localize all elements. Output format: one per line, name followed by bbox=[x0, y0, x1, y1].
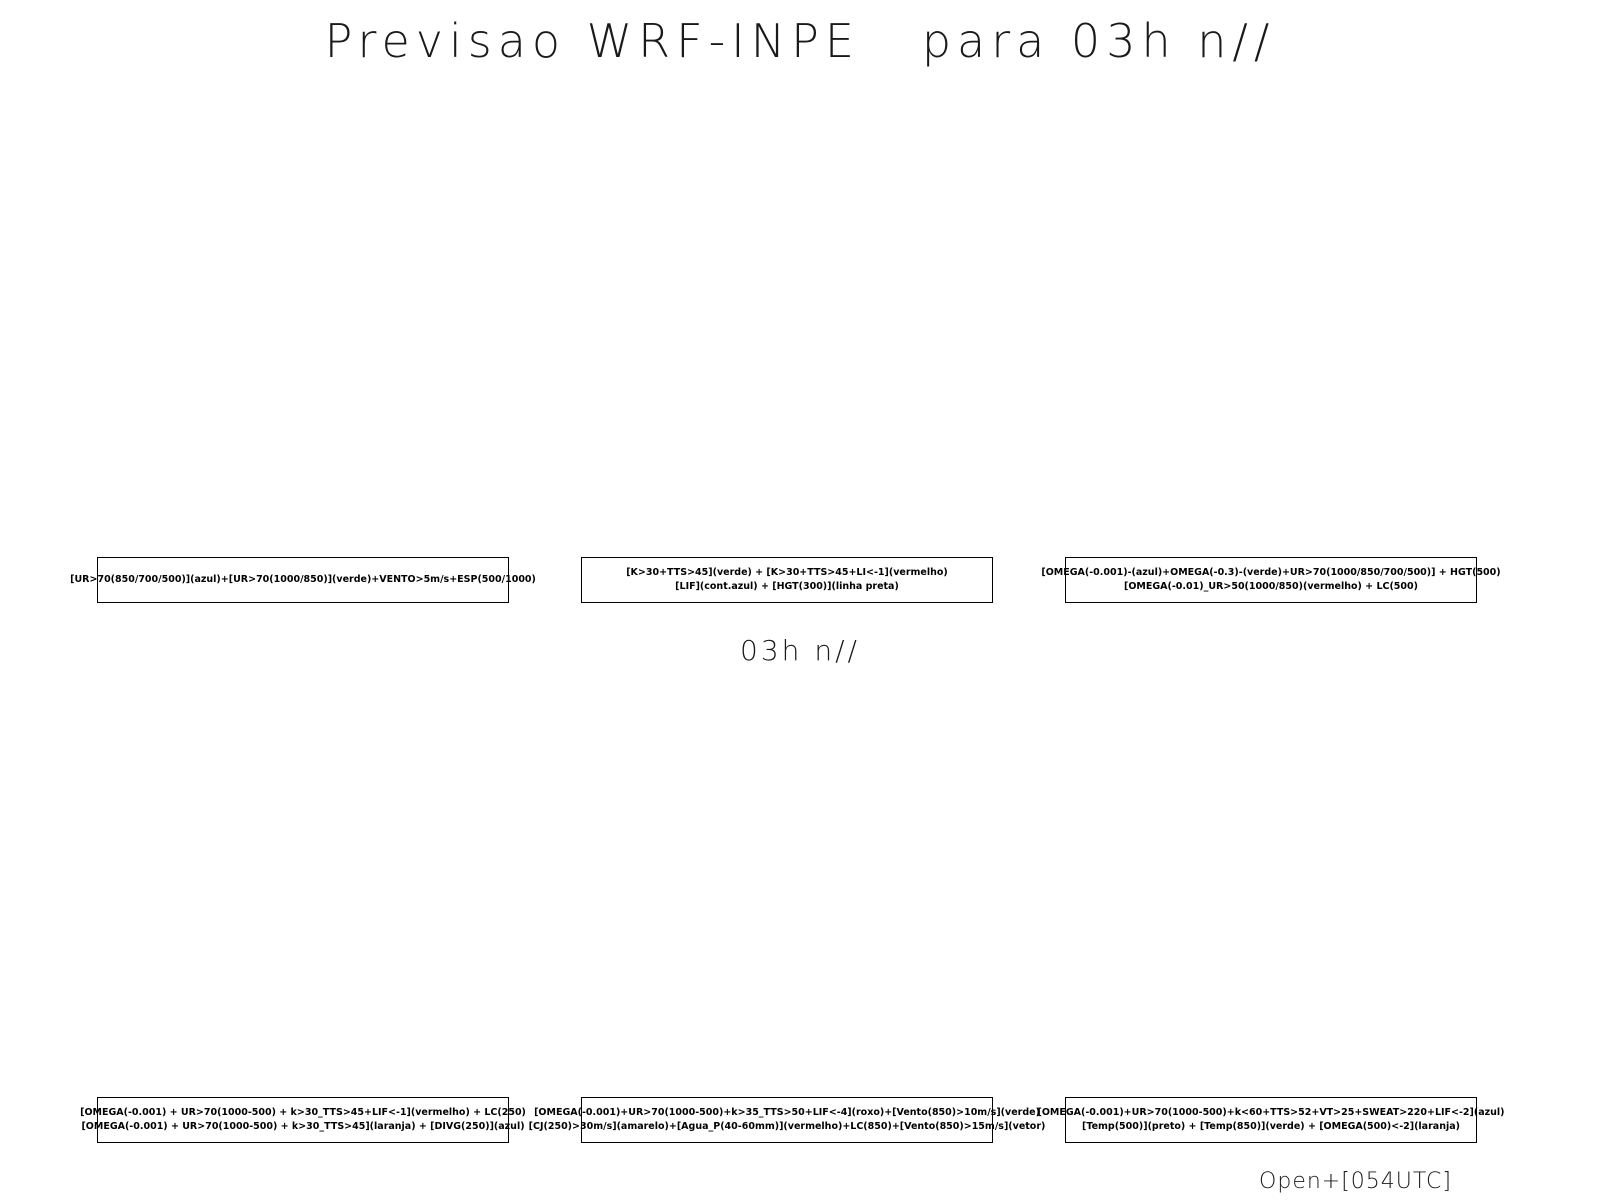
legend-line-2: [Temp(500)](preto) + [Temp(850)](verde) + [OMEGA(500)<-2](laranja) bbox=[1082, 1121, 1460, 1132]
middle-subtitle: 03h n// bbox=[740, 634, 860, 667]
legend-line-2: [CJ(250)>30m/s](amarelo)+[Agua_P(40-60mm)](vermelho)+LC(850)+[Vento(850)>15m/s](vetor) bbox=[528, 1121, 1046, 1132]
page-title: Previsao WRF-INPE para 03h n// bbox=[324, 14, 1276, 68]
legend-line-1: [K>30+TTS>45](verde) + [K>30+TTS>45+LI<-1](vermelho) bbox=[626, 567, 948, 578]
legend-box-top-left bbox=[70, 557, 536, 603]
legend-line-1: [OMEGA(-0.001)+UR>70(1000-500)+k>35_TTS>50+LIF<-4](roxo)+[Vento(850)>10m/s](verde) bbox=[534, 1107, 1040, 1118]
legend-line-1: [OMEGA(-0.001)+UR>70(1000-500)+k<60+TTS>52+VT>25+SWEAT>220+LIF<-2](azul) bbox=[1037, 1107, 1505, 1118]
footer-timestamp: Open+[054UTC] bbox=[1259, 1169, 1452, 1194]
legend-box-bottom-right bbox=[1037, 1097, 1505, 1143]
legend-line-2: [OMEGA(-0.001) + UR>70(1000-500) + k>30_TTS>45](laranja) + [DIVG(250)](azul) bbox=[81, 1121, 525, 1132]
legend-line-2: [LIF](cont.azul) + [HGT(300)](linha preta) bbox=[675, 581, 899, 592]
legend-box-bottom-center bbox=[528, 1097, 1046, 1143]
legend-line-1: [UR>70(850/700/500)](azul)+[UR>70(1000/850)](verde)+VENTO>5m/s+ESP(500/1000) bbox=[70, 574, 536, 585]
legend-box-top-center bbox=[581, 557, 993, 603]
legend-box-top-right bbox=[1041, 557, 1501, 603]
legend-line-1: [OMEGA(-0.001) + UR>70(1000-500) + k>30_TTS>45+LIF<-1](vermelho) + LC(250) bbox=[80, 1107, 526, 1118]
legend-box-bottom-left bbox=[80, 1097, 526, 1143]
legend-line-2: [OMEGA(-0.01)_UR>50(1000/850)(vermelho) + LC(500) bbox=[1124, 581, 1418, 592]
legend-line-1: [OMEGA(-0.001)-(azul)+OMEGA(-0.3)-(verde)+UR>70(1000/850/700/500)] + HGT(500) bbox=[1041, 567, 1501, 578]
